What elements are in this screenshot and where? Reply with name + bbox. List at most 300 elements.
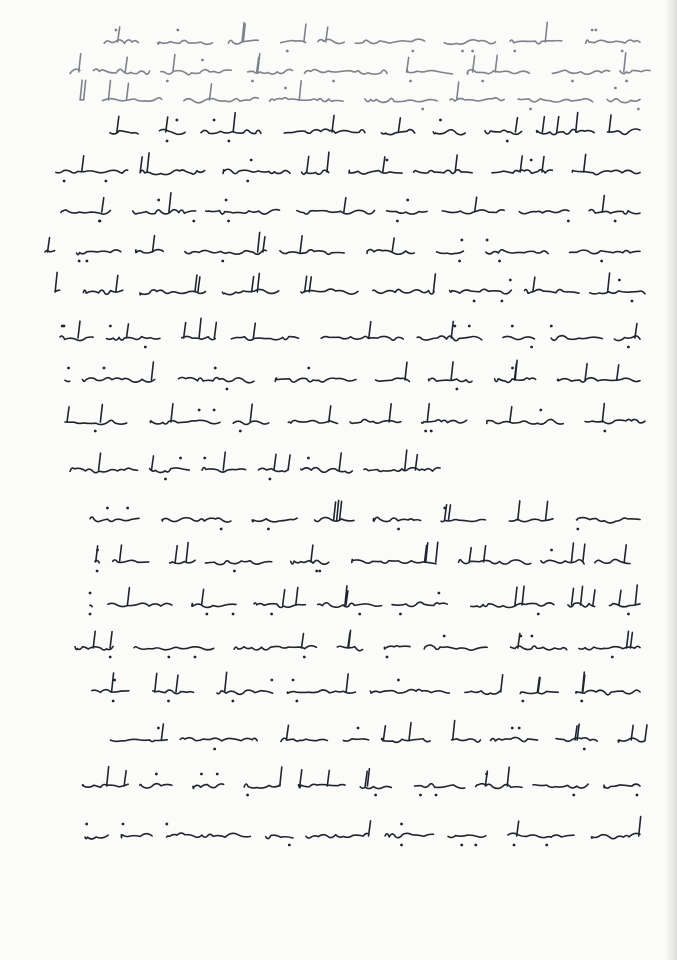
- ink-stroke: [99, 453, 101, 470]
- ink-stroke: [571, 588, 573, 605]
- ink-stroke: [352, 559, 436, 563]
- ink-stroke: [192, 603, 236, 607]
- ink-stroke: [519, 210, 569, 214]
- ink-stroke: [343, 739, 368, 741]
- ink-stroke: [576, 113, 578, 132]
- ink-stroke: [198, 277, 200, 292]
- ink-stroke: [78, 321, 80, 338]
- ink-dot: [409, 80, 412, 83]
- ink-stroke: [604, 784, 640, 788]
- ink-stroke: [70, 468, 138, 473]
- ink-stroke: [515, 118, 517, 132]
- ink-dot: [232, 613, 235, 616]
- ink-stroke: [108, 80, 110, 100]
- ink-dot: [307, 367, 310, 370]
- ink-stroke: [253, 323, 255, 338]
- ink-dot: [509, 279, 512, 282]
- ink-stroke: [609, 115, 611, 132]
- ink-stroke: [495, 55, 497, 72]
- ink-stroke: [301, 634, 303, 648]
- ink-dot: [270, 613, 273, 616]
- ink-dot: [571, 80, 574, 83]
- ink-stroke: [309, 277, 311, 292]
- ink-dot: [220, 528, 223, 531]
- ink-dot: [246, 794, 249, 797]
- ink-stroke: [147, 153, 149, 172]
- ink-stroke: [258, 232, 260, 252]
- ink-stroke: [617, 365, 619, 380]
- ink-dot: [435, 794, 438, 797]
- ink-dot: [474, 844, 477, 847]
- ink-dot: [144, 346, 147, 349]
- ink-dot: [94, 430, 97, 433]
- ink-stroke: [225, 672, 227, 692]
- ink-stroke: [77, 250, 121, 255]
- ink-stroke: [334, 502, 336, 520]
- ink-stroke: [80, 80, 82, 100]
- ink-stroke: [179, 377, 254, 382]
- ink-stroke: [492, 170, 552, 174]
- ink-stroke: [607, 99, 640, 103]
- ink-stroke: [415, 784, 465, 789]
- ink-stroke: [635, 585, 637, 605]
- ink-dot: [103, 367, 106, 370]
- ink-stroke: [475, 197, 477, 212]
- ink-dot: [614, 87, 617, 90]
- ink-stroke: [405, 450, 407, 470]
- ink-dot: [109, 656, 112, 659]
- ink-stroke: [175, 546, 177, 562]
- ink-stroke: [159, 129, 185, 134]
- ink-stroke: [206, 210, 280, 214]
- ink-stroke: [286, 725, 288, 740]
- ink-dot: [295, 700, 298, 703]
- ink-stroke: [515, 587, 517, 605]
- ink-stroke: [383, 726, 385, 740]
- ink-stroke: [384, 646, 410, 649]
- ink-stroke: [252, 518, 297, 522]
- ink-dot: [576, 528, 579, 531]
- ink-stroke: [222, 289, 278, 294]
- ink-dot: [112, 700, 115, 703]
- ink-dot: [227, 140, 230, 143]
- ink-stroke: [275, 378, 356, 382]
- ink-dot: [250, 159, 253, 162]
- ink-stroke: [327, 152, 329, 172]
- ink-stroke: [167, 833, 251, 837]
- ink-dot: [537, 613, 540, 616]
- ink-stroke: [491, 737, 538, 741]
- ink-stroke: [107, 337, 160, 341]
- ink-stroke: [518, 99, 593, 102]
- ink-dot: [460, 239, 463, 242]
- ink-stroke: [367, 250, 414, 255]
- ink-stroke: [487, 419, 563, 424]
- ink-stroke: [151, 362, 153, 380]
- ink-dot: [437, 592, 440, 595]
- ink-stroke: [205, 561, 271, 565]
- ink-dot: [89, 613, 92, 616]
- ink-dot: [115, 29, 118, 32]
- ink-stroke: [409, 723, 411, 740]
- ink-stroke: [507, 767, 509, 786]
- ink-stroke: [250, 404, 252, 422]
- ink-stroke: [405, 362, 407, 380]
- ink-dot: [618, 279, 621, 282]
- ink-stroke: [84, 80, 86, 100]
- ink-stroke: [533, 784, 588, 788]
- ink-dot: [192, 220, 195, 223]
- ink-stroke: [448, 835, 486, 838]
- ink-stroke: [195, 275, 197, 292]
- ink-stroke: [244, 784, 280, 788]
- ink-stroke: [392, 238, 394, 252]
- ink-dot: [453, 325, 456, 328]
- ink-stroke: [350, 419, 401, 423]
- ink-dot: [122, 823, 125, 826]
- ink-stroke: [608, 273, 610, 292]
- ink-dot: [545, 844, 548, 847]
- ink-dot: [611, 656, 614, 659]
- ink-dot: [513, 844, 516, 847]
- ink-dot: [239, 430, 242, 433]
- ink-stroke: [369, 322, 371, 338]
- ink-dot: [471, 50, 474, 53]
- ink-stroke: [305, 276, 307, 292]
- ink-dot: [86, 260, 89, 263]
- ink-stroke: [484, 546, 486, 562]
- ink-dot: [179, 457, 182, 460]
- ink-stroke: [287, 690, 355, 693]
- ink-stroke: [541, 560, 584, 564]
- ink-dot: [486, 239, 489, 242]
- ink-dot: [443, 635, 446, 638]
- ink-dot: [303, 656, 306, 659]
- ink-dot: [511, 367, 514, 370]
- ink-stroke: [104, 40, 138, 44]
- ink-stroke: [152, 236, 154, 252]
- ink-dot: [78, 260, 81, 263]
- ink-stroke: [110, 632, 112, 648]
- ink-stroke: [291, 560, 329, 564]
- ink-dot: [155, 773, 158, 776]
- ink-dot: [109, 325, 112, 328]
- ink-stroke: [150, 468, 190, 473]
- ink-stroke: [415, 455, 417, 470]
- ink-stroke: [522, 586, 524, 605]
- ink-stroke: [311, 545, 313, 562]
- ink-dot: [233, 570, 236, 573]
- ink-dot: [458, 260, 461, 263]
- ink-stroke: [511, 646, 567, 650]
- ink-stroke: [150, 420, 220, 424]
- ink-stroke: [577, 518, 640, 523]
- ink-dot: [419, 794, 422, 797]
- ink-dot: [421, 108, 424, 111]
- ink-dot: [357, 727, 360, 730]
- ink-stroke: [385, 833, 433, 837]
- ink-dot: [518, 727, 521, 730]
- ink-dot: [400, 823, 403, 826]
- ink-dot: [406, 199, 409, 202]
- ink-stroke: [389, 404, 391, 422]
- ink-stroke: [373, 289, 434, 294]
- ink-stroke: [169, 193, 171, 212]
- ink-stroke: [337, 500, 339, 520]
- ink-stroke: [140, 784, 172, 788]
- ink-stroke: [209, 84, 211, 100]
- ink-stroke: [346, 674, 348, 692]
- ink-dot: [411, 50, 414, 53]
- ink-stroke: [107, 767, 109, 786]
- ink-dot: [284, 87, 287, 90]
- ink-stroke: [414, 170, 473, 174]
- ink-dot: [246, 180, 249, 183]
- ink-stroke: [442, 210, 504, 214]
- ink-dot: [550, 325, 553, 328]
- ink-stroke: [327, 770, 329, 786]
- ink-dot: [213, 748, 216, 751]
- ink-stroke: [119, 545, 121, 562]
- ink-stroke: [486, 250, 548, 254]
- ink-stroke: [467, 70, 529, 74]
- ink-stroke: [571, 543, 573, 562]
- ink-stroke: [387, 211, 427, 214]
- ink-stroke: [280, 767, 282, 786]
- ink-stroke: [125, 57, 127, 72]
- ink-stroke: [61, 210, 111, 214]
- ink-stroke: [82, 378, 154, 382]
- ink-stroke: [284, 129, 365, 133]
- ink-dot: [226, 388, 229, 391]
- ink-stroke: [370, 689, 449, 693]
- ink-dot: [637, 108, 640, 111]
- ink-stroke: [585, 419, 645, 423]
- ink-stroke: [83, 290, 122, 294]
- ink-stroke: [422, 420, 467, 423]
- ink-stroke: [433, 274, 435, 292]
- ink-stroke: [199, 318, 201, 338]
- ink-stroke: [136, 250, 164, 253]
- ink-dot: [85, 823, 88, 826]
- ink-stroke: [417, 336, 482, 341]
- ink-stroke: [155, 673, 157, 692]
- ink-dot: [99, 220, 102, 223]
- ink-stroke: [591, 833, 640, 838]
- ink-stroke: [624, 53, 626, 72]
- ink-dot: [225, 199, 228, 202]
- ink-stroke: [329, 406, 331, 422]
- ink-stroke: [436, 542, 438, 562]
- ink-dot: [231, 700, 234, 703]
- ink-dot: [386, 159, 389, 162]
- ink-stroke: [545, 22, 547, 42]
- ink-stroke: [45, 250, 55, 252]
- ink-stroke: [582, 672, 584, 692]
- ink-stroke: [280, 250, 344, 255]
- ink-dot: [176, 29, 179, 32]
- ink-dot: [468, 325, 471, 328]
- ink-dot: [213, 119, 216, 122]
- ink-dot: [550, 549, 553, 552]
- ink-stroke: [158, 40, 213, 44]
- ink-dot: [198, 409, 201, 412]
- ink-dot: [251, 80, 254, 83]
- ink-stroke: [473, 56, 475, 72]
- ink-stroke: [112, 673, 114, 692]
- ink-stroke: [381, 738, 430, 742]
- ink-dot: [530, 159, 533, 162]
- ink-stroke: [127, 588, 129, 605]
- ink-stroke: [332, 115, 334, 132]
- ink-stroke: [318, 39, 344, 43]
- ink-stroke: [274, 454, 276, 470]
- ink-dot: [519, 635, 522, 638]
- ink-stroke: [437, 251, 464, 254]
- ink-stroke: [602, 196, 604, 212]
- ink-dot: [621, 50, 624, 53]
- ink-stroke: [608, 129, 640, 134]
- ink-stroke: [546, 501, 548, 520]
- ink-stroke: [444, 40, 495, 45]
- ink-stroke: [110, 131, 138, 134]
- ink-stroke: [184, 98, 259, 103]
- ink-stroke: [427, 404, 429, 422]
- ink-stroke: [117, 116, 119, 132]
- ink-dot: [374, 794, 377, 797]
- ink-stroke: [193, 784, 224, 789]
- ink-stroke: [304, 24, 306, 42]
- ink-stroke: [349, 630, 351, 648]
- ink-stroke: [451, 362, 453, 380]
- ink-stroke: [452, 739, 481, 742]
- ink-stroke: [448, 505, 450, 520]
- ink-dot: [166, 140, 169, 143]
- ink-stroke: [542, 117, 544, 132]
- ink-stroke: [288, 455, 290, 470]
- ink-stroke: [281, 41, 306, 43]
- ink-dot: [511, 727, 514, 730]
- ink-dot: [386, 656, 389, 659]
- ink-stroke: [85, 835, 108, 839]
- ink-stroke: [630, 632, 632, 648]
- ink-stroke: [60, 336, 93, 341]
- ink-stroke: [639, 817, 641, 836]
- ink-stroke: [223, 169, 290, 173]
- ink-stroke: [299, 81, 301, 100]
- ink-dot: [214, 367, 217, 370]
- ink-dot: [511, 325, 514, 328]
- ink-stroke: [624, 545, 626, 562]
- ink-stroke: [364, 468, 440, 472]
- ink-dot: [227, 220, 230, 223]
- ink-stroke: [301, 468, 353, 473]
- ink-stroke: [55, 272, 57, 292]
- ink-stroke: [557, 117, 559, 132]
- ink-stroke: [318, 603, 382, 608]
- ink-stroke: [340, 501, 342, 520]
- ink-stroke: [614, 336, 640, 341]
- ink-stroke: [344, 198, 346, 212]
- ink-dot: [164, 478, 167, 481]
- ink-dot: [627, 613, 630, 616]
- ink-dot: [400, 844, 403, 847]
- ink-dot: [443, 507, 446, 510]
- ink-stroke: [551, 336, 602, 341]
- ink-stroke: [517, 821, 519, 836]
- ink-dot: [430, 430, 433, 433]
- ink-stroke: [572, 170, 640, 174]
- ink-dot: [166, 80, 169, 83]
- ink-stroke: [590, 291, 645, 294]
- ink-stroke: [457, 82, 459, 100]
- ink-dot: [307, 457, 310, 460]
- ink-stroke: [501, 675, 503, 692]
- ink-stroke: [65, 380, 70, 381]
- ink-stroke: [93, 69, 149, 74]
- ink-stroke: [339, 453, 341, 470]
- ink-dot: [614, 220, 617, 223]
- ink-stroke: [82, 784, 128, 787]
- ink-stroke: [56, 170, 128, 173]
- ink-stroke: [180, 738, 257, 741]
- ink-stroke: [619, 590, 621, 605]
- ink-stroke: [602, 404, 604, 422]
- ink-stroke: [626, 631, 628, 648]
- ink-dot: [315, 570, 318, 573]
- ink-stroke: [100, 405, 102, 422]
- ink-dot: [175, 119, 178, 122]
- ink-stroke: [645, 725, 647, 740]
- ink-stroke: [116, 275, 118, 292]
- ink-stroke: [186, 543, 188, 562]
- ink-stroke: [184, 323, 186, 338]
- ink-dot: [165, 823, 168, 826]
- ink-dot: [583, 748, 586, 751]
- ink-stroke: [307, 156, 309, 172]
- ink-dot: [473, 300, 476, 303]
- ink-stroke: [173, 55, 175, 72]
- ink-stroke: [283, 590, 285, 605]
- ink-dot: [636, 794, 639, 797]
- ink-stroke: [297, 210, 375, 214]
- ink-stroke: [96, 546, 98, 562]
- ink-dot: [96, 570, 99, 573]
- ink-stroke: [133, 210, 196, 214]
- ink-stroke: [90, 517, 139, 522]
- ink-stroke: [476, 784, 522, 789]
- ink-dot: [580, 700, 583, 703]
- ink-dot: [106, 507, 109, 510]
- ink-dot: [539, 409, 542, 412]
- ink-dot: [513, 50, 516, 53]
- ink-dot: [167, 700, 170, 703]
- ink-stroke: [453, 721, 455, 740]
- ink-dot: [424, 430, 427, 433]
- ink-stroke: [231, 337, 298, 341]
- ink-dot: [481, 80, 484, 83]
- ink-dot: [631, 300, 634, 303]
- ink-dot: [529, 108, 532, 111]
- ink-stroke: [542, 157, 544, 172]
- ink-dot: [194, 656, 197, 659]
- ink-stroke: [304, 70, 387, 75]
- ink-stroke: [300, 770, 302, 786]
- ink-dot: [157, 199, 160, 202]
- ink-stroke: [508, 833, 574, 837]
- ink-stroke: [306, 833, 369, 838]
- ink-stroke: [355, 39, 424, 43]
